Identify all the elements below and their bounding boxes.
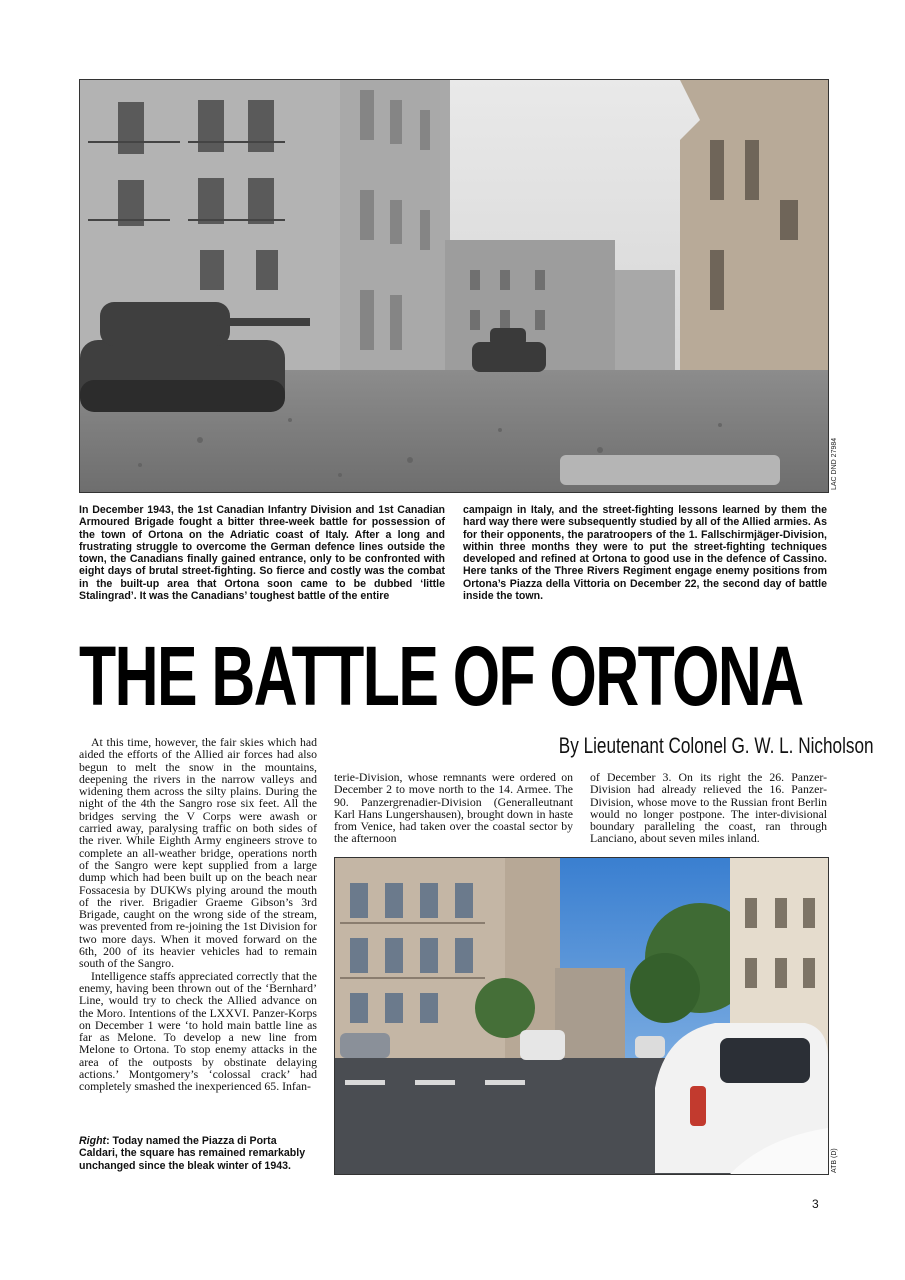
paragraph: At this time, however, the fair skies which had aided the efforts of the Allied air forces had also begun to melt the snow in the mountains, deepening the rivers in the narrow valleys and widening them across the silty plains. During the night of the 4th the Sangro rose six feet. All the bridges serving the V Corps were awash or carried away, paralysing traffic on both sides of the river. While Eighth Army engineers strove to complete an all-weather bridge, operations north of the Sangro were kept supplied from a large dump which had been built up on the beach near Fossacesia by DUKWs plying around the mouth of the river. Brigadier Graeme Gibson’s 3rd Brigade, caught on the wrong side of the stream, was prevented from re-joining the 1st Division for two more days. When it moved forward on the 6th, 200 of its heavier vehicles had to remain south of the Sangro. xyxy=(79,735,317,971)
wartime-photo-illustration xyxy=(80,80,828,492)
page-number: 3 xyxy=(812,1197,819,1211)
photo-caption-right: campaign in Italy, and the street-fighting lessons learned by them the hard way there were subsequently studied by all of the Allied armies. As for their opponents, the paratroopers of the 1. Fallschirmjäger-Division, within three months they were to put the street-fighting techniques developed and refined at Ortona to good use in the defence of Cassino. Here tanks of the Three Rivers Regiment engage enemy positions from Ortona’s Piazza della Vittoria on December 22, the second day of battle inside the town. xyxy=(463,504,827,603)
caption-text: : Today named the Piazza di Porta Caldari, the square has remained remarkably unchanged since the bleak winter of 1943. xyxy=(79,1135,306,1172)
photo-caption-left: In December 1943, the 1st Canadian Infantry Division and 1st Canadian Armoured Brigade fought a bitter three-week battle for possession of the town of Ortona on the Adriatic coast of Italy. After a long and frustrating struggle to overcome the German defence lines outside the town, the Canadians finally gained entrance, only to be confronted with eight days of brutal street-fighting. So fierce and costly was the combat in the built-up area that Ortona soon came to be dubbed ‘little Stalingrad’. It was the Canadians’ toughest battle of the entire xyxy=(79,504,445,603)
paragraph: of December 3. On its right the 26. Panzer-Division had already relieved the 16. Panzer-Division, whose move to the Russian front Berlin would no longer postpone. The inter-divisional boundary paralleling the coast, ran through Lanciano, about seven miles inland. xyxy=(590,770,827,846)
wartime-photo xyxy=(79,79,829,493)
modern-photo xyxy=(334,857,829,1175)
photo-credit: ATB (D) xyxy=(831,1148,838,1173)
article-column-3 xyxy=(590,771,827,845)
byline xyxy=(470,733,874,759)
byline-text: By Lieutenant Colonel G. W. L. Nicholson xyxy=(558,733,874,758)
article-headline: THE BATTLE OF ORTONA xyxy=(79,628,803,724)
paragraph: terie-Division, whose remnants were ordered on December 2 to move north to the 14. Armee. The 90. Panzergrenadier-Division (Generalleutnant Karl Hans Lungershausen), brought down in haste from Venice, had taken over the coastal sector by the afternoon xyxy=(334,770,573,846)
photo-credit: LAC DND 27984 xyxy=(831,437,838,490)
caption-lead: Right xyxy=(79,1135,107,1147)
modern-photo-caption xyxy=(79,1135,317,1172)
article-column-2 xyxy=(334,771,573,845)
paragraph: Intelligence staffs appreciated correctly that the enemy, having been thrown out of the ‘Bernhard’ Line, would try to check the Allied advance on the Moro. Intentions of the LXXVI. Panzer-Korps on December 1 were ‘to hold main battle line as far as Melone. To develop a new line from Melone to Ortona. To stop enemy attacks in the area of the outposts by obstinate delaying actions.’ Montgomery’s ‘colossal crack’ had completely smashed the inexperienced 65. Infan- xyxy=(79,968,317,1094)
article-column-1 xyxy=(79,736,317,1093)
modern-photo-illustration xyxy=(335,858,828,1174)
